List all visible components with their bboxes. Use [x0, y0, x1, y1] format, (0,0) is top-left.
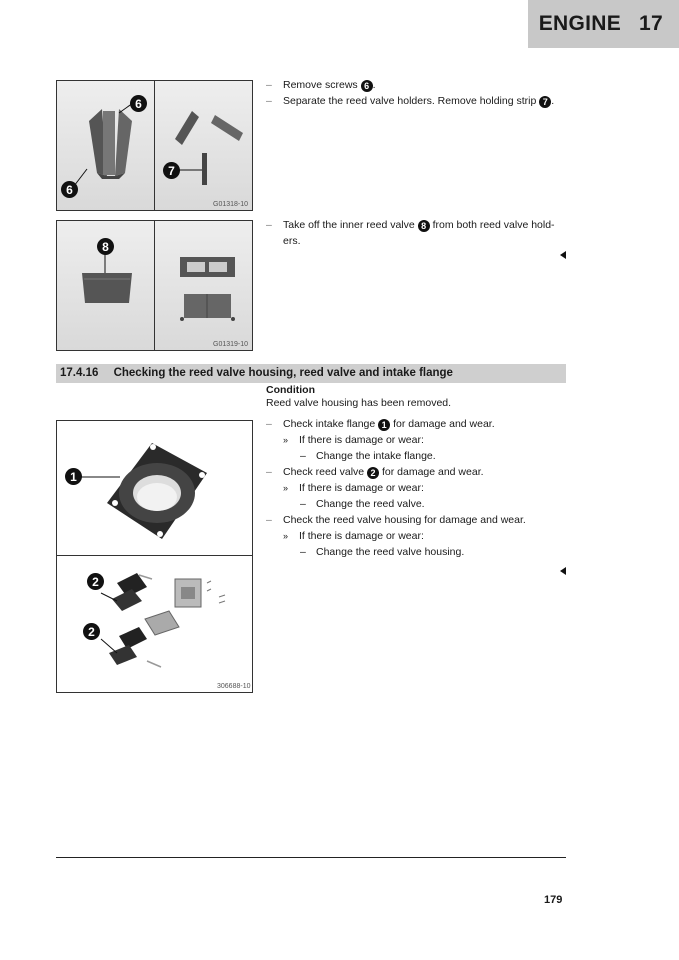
figure-code: G01319-10 — [213, 341, 249, 348]
figure-inner-reed-valve — [56, 220, 253, 351]
callout-1: 1 — [65, 468, 82, 485]
callout-8: 8 — [97, 238, 114, 255]
figure-divider — [57, 555, 252, 556]
step-check-intake-flange: – Check intake flange 1 for damage and wear. — [266, 418, 495, 430]
condition-text: Reed valve housing has been removed. — [266, 397, 452, 409]
figure-code: 306688-10 — [217, 683, 251, 690]
callout-7: 7 — [163, 162, 180, 179]
callout-2-bottom: 2 — [83, 623, 100, 640]
action-item: – Change the intake flange. — [300, 450, 436, 462]
figure-code: G01318-10 — [213, 201, 249, 208]
figure-reed-valve-holders — [56, 80, 253, 211]
ref-badge: 6 — [361, 80, 373, 92]
check-steps — [266, 416, 566, 560]
end-of-procedure-marker — [560, 251, 566, 259]
page-number: 179 — [544, 894, 563, 906]
chapter-title: ENGINE — [538, 12, 622, 35]
step-check-reed-valve: – Check reed valve 2 for damage and wear. — [266, 466, 484, 478]
section-title: Checking the reed valve housing, reed valve and intake flange — [113, 367, 453, 379]
step-separate-holders: – Separate the reed valve holders. Remove holding strip 7 . — [266, 95, 555, 107]
footer-rule — [56, 857, 566, 858]
callout-6-top: 6 — [130, 95, 147, 112]
action-item: – Change the reed valve housing. — [300, 546, 465, 558]
chapter-header — [528, 0, 679, 48]
instructions-block-1 — [266, 77, 566, 109]
condition-item: » If there is damage or wear: — [283, 434, 424, 446]
instructions-block-2 — [266, 217, 566, 249]
intake-flange-illustration — [57, 421, 252, 692]
callout-6-bottom: 6 — [61, 181, 78, 198]
ref-badge: 1 — [378, 419, 390, 431]
callout-2-top: 2 — [87, 573, 104, 590]
condition-item: » If there is damage or wear: — [283, 530, 424, 542]
step-remove-screws: – Remove screws 6 . — [266, 79, 376, 91]
action-item: – Change the reed valve. — [300, 498, 425, 510]
chapter-number: 17 — [639, 12, 663, 35]
end-of-procedure-marker — [560, 567, 566, 575]
condition-item: » If there is damage or wear: — [283, 482, 424, 494]
ref-badge: 8 — [418, 220, 430, 232]
step-check-reed-valve-housing: – Check the reed valve housing for damage and wear. — [266, 514, 526, 526]
section-heading — [56, 364, 566, 383]
figure-divider — [154, 221, 155, 350]
ref-badge: 2 — [367, 467, 379, 479]
step-take-off-reed-valve: – Take off the inner reed valve 8 from both reed valve hold- ers. — [266, 219, 555, 247]
figure-divider — [154, 81, 155, 210]
condition-label: Condition — [266, 384, 315, 396]
ref-badge: 7 — [539, 96, 551, 108]
figure-intake-flange-reed-valve — [56, 420, 253, 693]
section-number: 17.4.16 — [60, 367, 99, 379]
condition-block — [266, 384, 566, 410]
